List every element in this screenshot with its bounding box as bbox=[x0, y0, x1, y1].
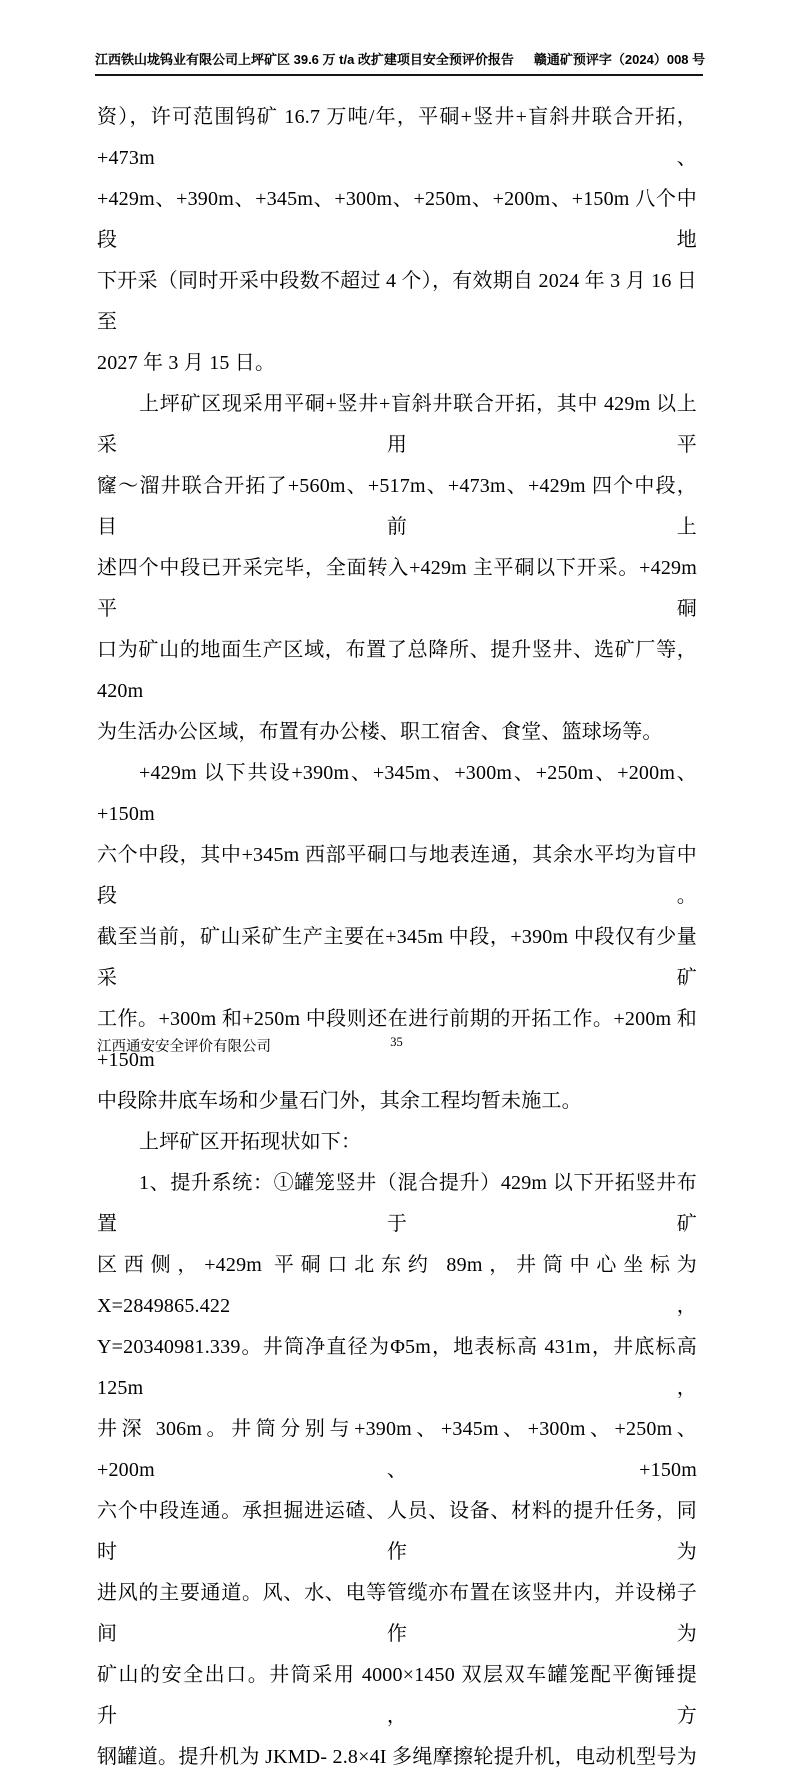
text-line: 上坪矿区现采用平硐+竖井+盲斜井联合开拓，其中 429m 以上采用平 bbox=[97, 393, 697, 456]
text-line: 六个中段连通。承担掘进运碴、人员、设备、材料的提升任务，同时作为 bbox=[97, 1500, 697, 1563]
text-line: 六个中段，其中+345m 西部平硐口与地表连通，其余水平均为盲中段。 bbox=[97, 844, 697, 907]
text-line: 井深 306m。井筒分别与+390m、+345m、+300m、+250m、+200m、+150m bbox=[97, 1418, 697, 1481]
text-line: Y=20340981.339。井筒净直径为Φ5m，地表标高 431m，井底标高 125m， bbox=[97, 1336, 697, 1399]
text-line: 口为矿山的地面生产区域，布置了总降所、提升竖井、选矿厂等，420m bbox=[97, 639, 697, 702]
text-line: 资），许可范围钨矿 16.7 万吨/年，平硐+竖井+盲斜井联合开拓，+473m、 bbox=[97, 106, 697, 169]
paragraph-middle-sections bbox=[97, 753, 697, 1122]
text-line: 窿～溜井联合开拓了+560m、+517m、+473m、+429m 四个中段，目前上 bbox=[97, 475, 697, 538]
text-line: 述四个中段已开采完毕，全面转入+429m 主平硐以下开采。+429m 平硐 bbox=[97, 557, 697, 620]
text-line: +429m 以下共设+390m、+345m、+300m、+250m、+200m、+150m bbox=[97, 762, 697, 825]
text-line: +429m、+390m、+345m、+300m、+250m、+200m、+150m 八个中段地 bbox=[97, 188, 697, 251]
text-line: 上坪矿区开拓现状如下： bbox=[139, 1131, 362, 1153]
document-body bbox=[97, 97, 697, 1778]
text-line: 截至当前，矿山采矿生产主要在+345m 中段，+390m 中段仅有少量采矿 bbox=[97, 926, 697, 989]
text-line: 进风的主要通道。风、水、电等管缆亦布置在该竖井内，并设梯子间作为 bbox=[97, 1582, 697, 1645]
text-line: 区西侧，+429m 平硐口北东约 89m，井筒中心坐标为 X=2849865.422， bbox=[97, 1254, 697, 1317]
page-number: 35 bbox=[390, 1035, 403, 1049]
paragraph-license-scope bbox=[97, 97, 697, 384]
text-line: 中段除井底车场和少量石门外，其余工程均暂未施工。 bbox=[97, 1090, 582, 1112]
text-line: 2027 年 3 月 15 日。 bbox=[97, 352, 276, 374]
footer-company-name: 江西通安安全评价有限公司 bbox=[97, 1039, 271, 1055]
paragraph-status-intro bbox=[97, 1122, 697, 1163]
text-line: 为生活办公区域，布置有办公楼、职工宿舍、食堂、篮球场等。 bbox=[97, 721, 663, 743]
page-header bbox=[95, 51, 706, 76]
paragraph-current-development bbox=[97, 384, 697, 753]
text-line: 钢罐道。提升机为 JKMD- 2.8×4I 多绳摩擦轮提升机，电动机型号为 bbox=[97, 1746, 697, 1768]
text-line: 矿山的安全出口。井筒采用 4000×1450 双层双车罐笼配平衡锤提升，方 bbox=[97, 1664, 697, 1727]
text-line: 1、提升系统：①罐笼竖井（混合提升）429m 以下开拓竖井布置于矿 bbox=[97, 1172, 697, 1235]
header-doc-number: 赣通矿预评字（2024）008 号 bbox=[533, 52, 706, 67]
text-line: 工作。+300m 和+250m 中段则还在进行前期的开拓工作。+200m 和+150m bbox=[97, 1008, 697, 1071]
text-line: 下开采（同时开采中段数不超过 4 个），有效期自 2024 年 3 月 16 日至 bbox=[97, 270, 697, 333]
paragraph-hoisting-system bbox=[97, 1163, 697, 1778]
footer-page-number bbox=[0, 1034, 793, 1050]
header-report-title: 江西铁山垅钨业有限公司上坪矿区 39.6 万 t/a 改扩建项目安全预评价报告 bbox=[95, 52, 514, 67]
